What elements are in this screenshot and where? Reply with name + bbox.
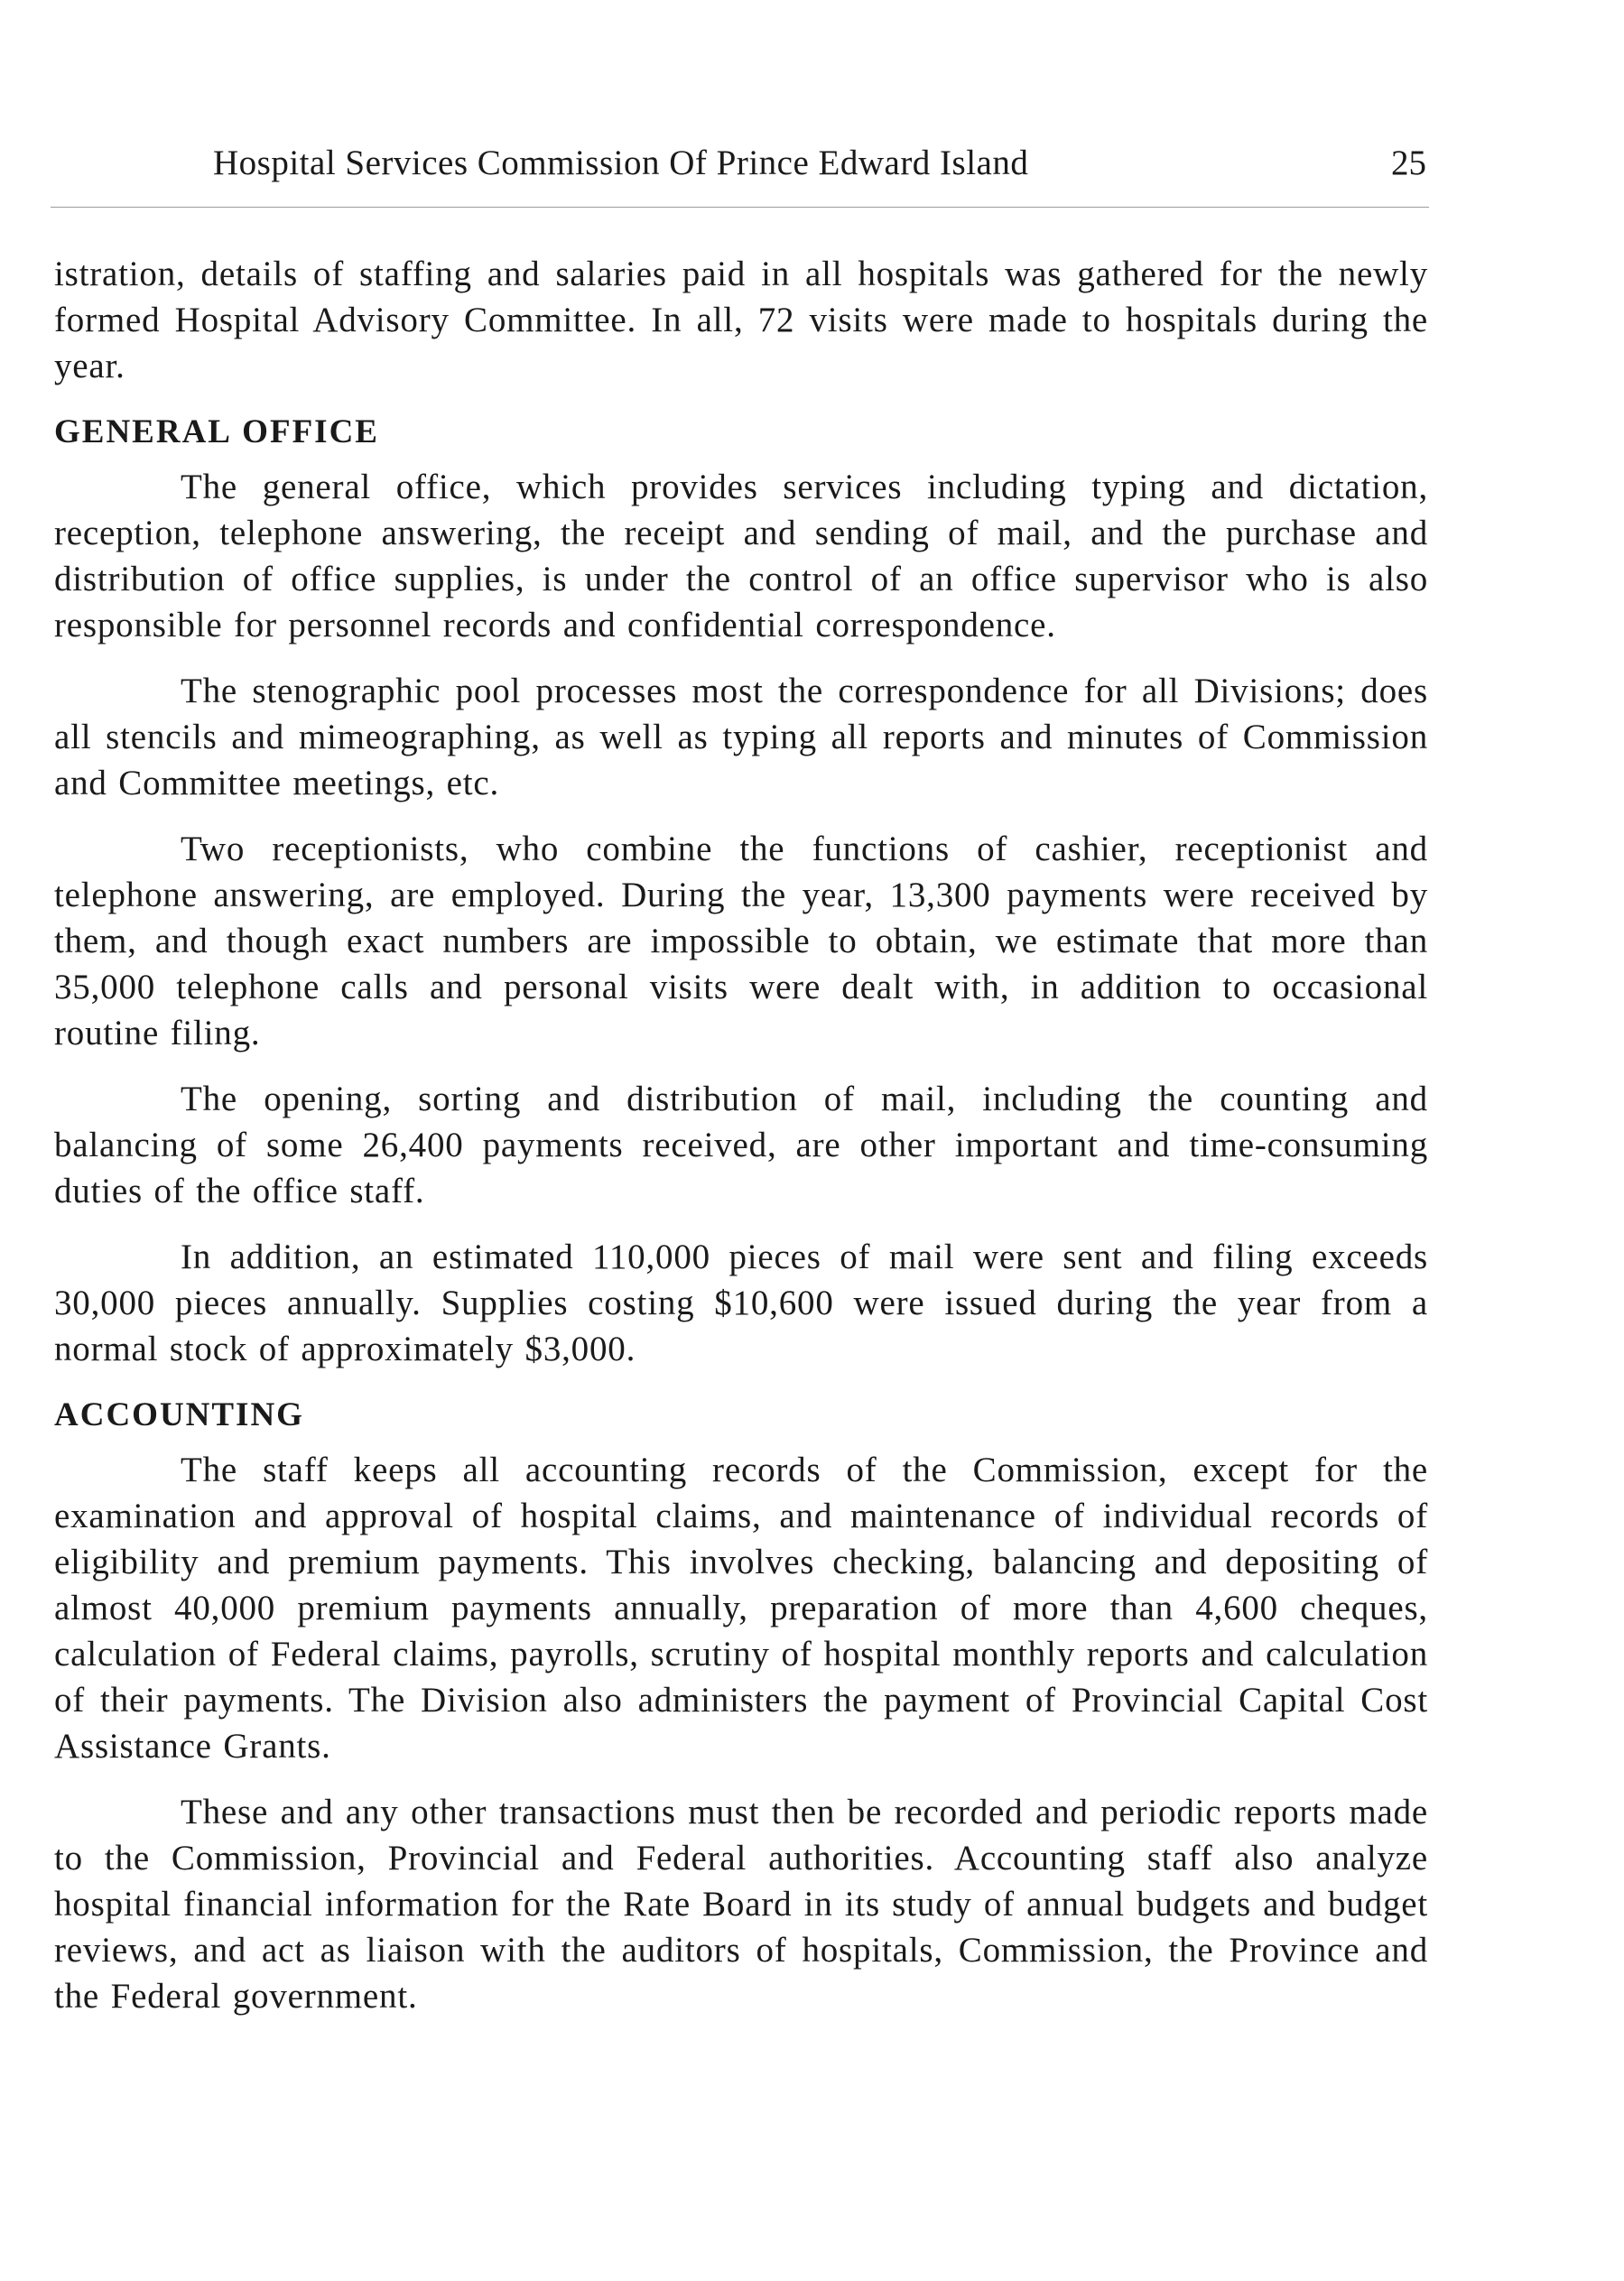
paragraph-general-office: The general office, which provides services including typing and dictation, reception, telephone answering, the receipt and sending of mail, and the purchase and distribution of office supplies, is under the control of an office supervisor who is also responsible for personnel records and confidential correspondence. [54, 468, 1428, 644]
section-heading-general-office: GENERAL OFFICE [54, 413, 379, 450]
body-text [54, 251, 1428, 2039]
section-heading-accounting: ACCOUNTING [54, 1396, 304, 1433]
paragraph-continuation: istration, details of staffing and salaries paid in all hospitals was gathered for the newly formed Hospital Advisory Committee. In all, 72 visits were made to hospitals during the year. [54, 255, 1428, 385]
running-header [54, 143, 1426, 197]
paragraph-filing-supplies: In addition, an estimated 110,000 pieces of mail were sent and filing exceeds 30,000 pieces annually. Supplies costing $10,600 were issued during the year from a normal stock of approximately $3,000. [54, 1238, 1428, 1368]
paragraph-receptionists: Two receptionists, who combine the functions of cashier, receptionist and telephone answering, are employed. During the year, 13,300 payments were received by them, and though exact numbers are impossible to obtain, we estimate that more than 35,000 telephone calls and personal visits were dealt with, in addition to occasional routine filing. [54, 830, 1428, 1052]
running-title: Hospital Services Commission Of Prince Edward Island [213, 144, 1029, 182]
paragraph-stenographic-pool: The stenographic pool processes most the correspondence for all Divisions; does all stencils and mimeographing, as well as typing all reports and minutes of Commission and Committee meetings, etc. [54, 672, 1428, 802]
paragraph-transactions-reports: These and any other transactions must then be recorded and periodic reports made to the Commission, Provincial and Federal authorities. Accounting staff also analyze hospital financial information for the Rate Board in its study of annual budgets and budget reviews, and act as liaison with the auditors of hospitals, Commission, the Province and the Federal government. [54, 1793, 1428, 2016]
paragraph-mail: The opening, sorting and distribution of mail, including the counting and balancing of some 26,400 payments received, are other important and time-consuming duties of the office staff. [54, 1080, 1428, 1210]
header-rule [51, 207, 1429, 208]
paragraph-accounting-records: The staff keeps all accounting records of the Commission, except for the examination and approval of hospital claims, and maintenance of individual records of eligibility and premium payments. This involves checking, balancing and depositing of almost 40,000 premium payments annually, preparation of more than 4,600 cheques, calculation of Federal claims, payrolls, scrutiny of hospital monthly reports and calculation of their payments. The Division also administers the payment of Provincial Capital Cost Assistance Grants. [54, 1451, 1428, 1766]
page-number: 25 [1391, 144, 1426, 182]
